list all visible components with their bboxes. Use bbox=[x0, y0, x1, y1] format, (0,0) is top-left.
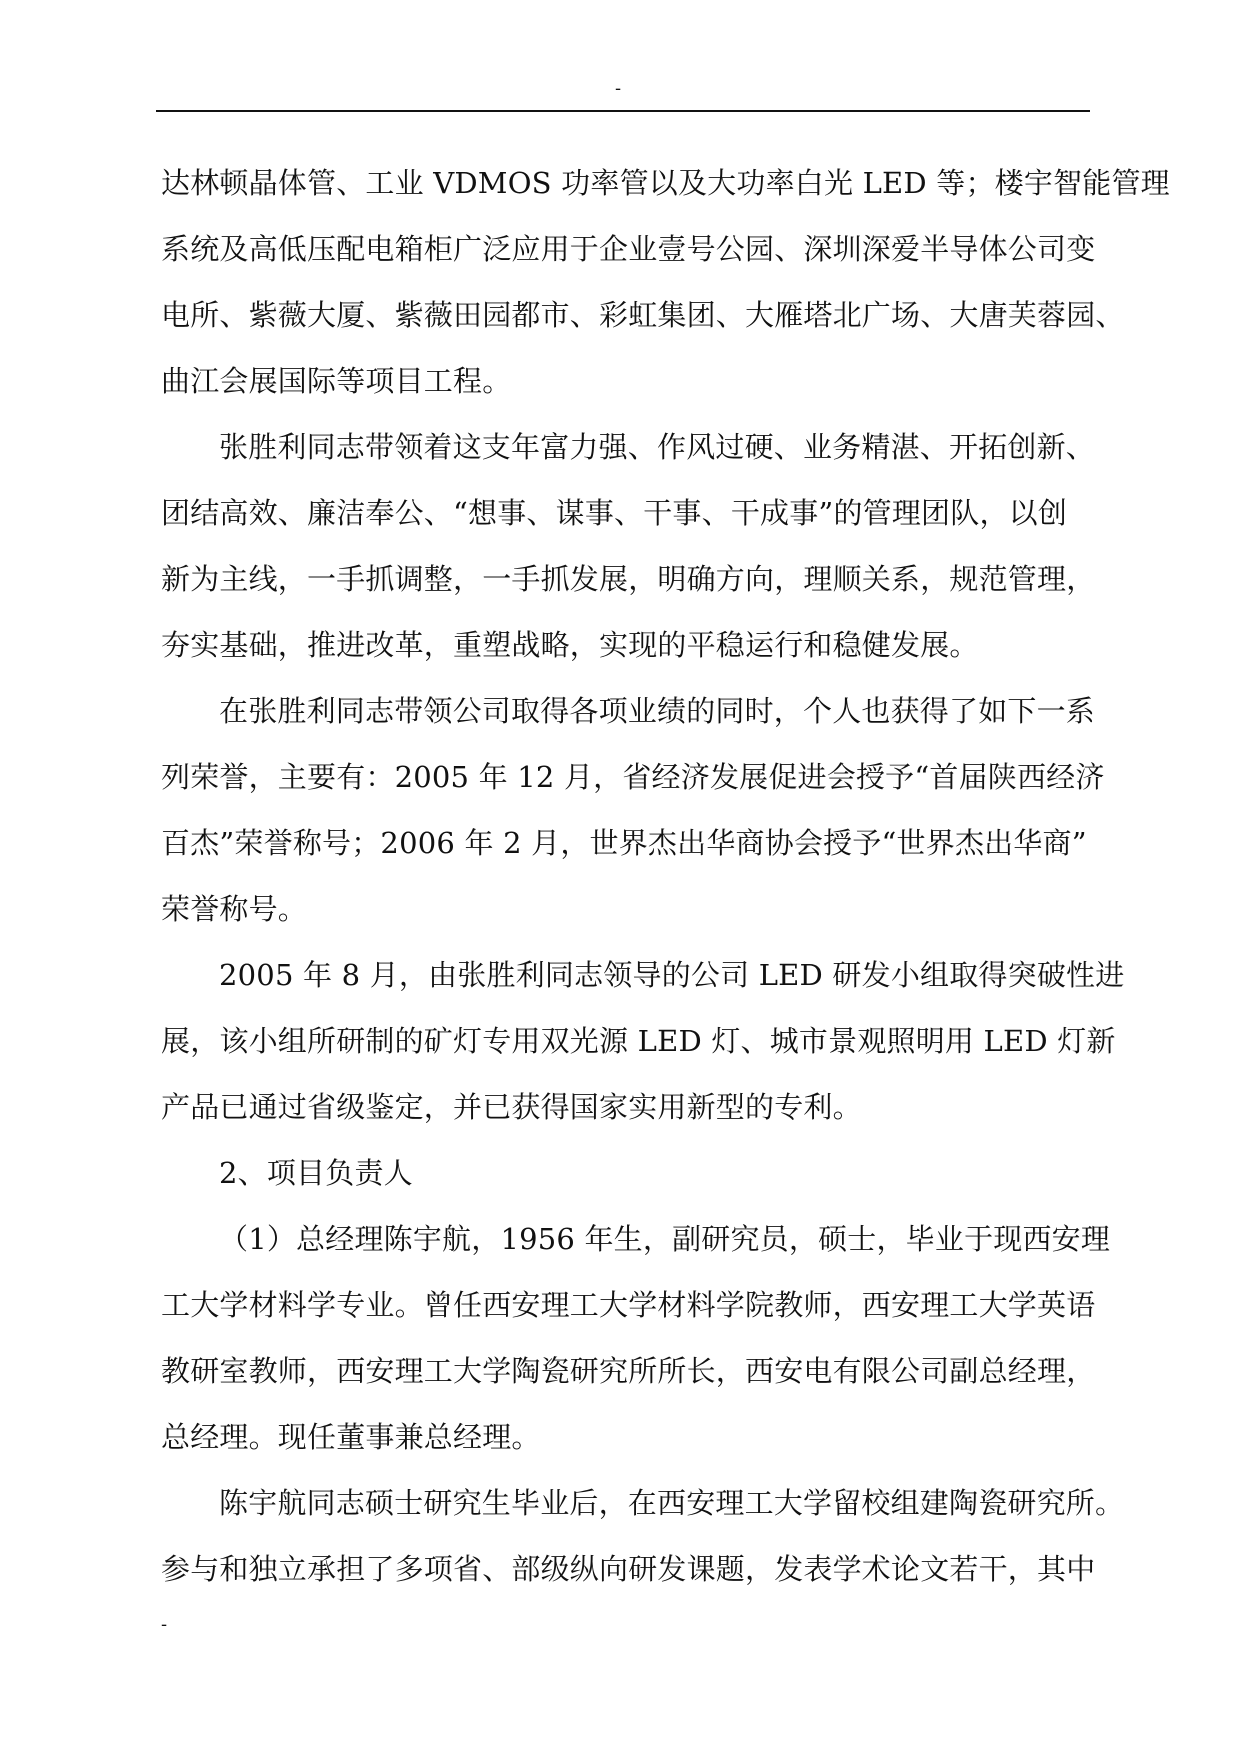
text-line: 2005 年 8 月，由张胜利同志领导的公司 LED 研发小组取得突破性进 bbox=[219, 958, 1125, 992]
text-line: 新为主线，一手抓调整，一手抓发展，明确方向，理顺关系，规范管理， bbox=[161, 562, 1096, 596]
text-line: （1）总经理陈宇航，1956 年生，副研究员，硕士，毕业于现西安理 bbox=[219, 1222, 1111, 1256]
text-line: 曲江会展国际等项目工程。 bbox=[161, 364, 512, 398]
text-line: 团结高效、廉洁奉公、“想事、谋事、干事、干成事”的管理团队，以创 bbox=[161, 496, 1068, 530]
text-line: 百杰”荣誉称号；2006 年 2 月，世界杰出华商协会授予“世界杰出华商” bbox=[161, 826, 1087, 860]
header-mark: - bbox=[615, 78, 622, 99]
text-line: 张胜利同志带领着这支年富力强、作风过硬、业务精湛、开拓创新、 bbox=[219, 430, 1096, 464]
text-line: 电所、紫薇大厦、紫薇田园都市、彩虹集团、大雁塔北广场、大唐芙蓉园、 bbox=[161, 298, 1125, 332]
footer-mark: - bbox=[161, 1614, 168, 1635]
text-line: 工大学材料学专业。曾任西安理工大学材料学院教师，西安理工大学英语 bbox=[161, 1288, 1096, 1322]
text-line: 夯实基础，推进改革，重塑战略，实现的平稳运行和稳健发展。 bbox=[161, 628, 979, 662]
text-line: 产品已通过省级鉴定，并已获得国家实用新型的专利。 bbox=[161, 1090, 862, 1124]
section-heading: 2、项目负责人 bbox=[219, 1156, 413, 1190]
text-line: 总经理。现任董事兼总经理。 bbox=[161, 1420, 541, 1454]
text-line: 荣誉称号。 bbox=[161, 892, 308, 926]
page-content bbox=[161, 150, 1170, 1602]
text-line: 教研室教师，西安理工大学陶瓷研究所所长，西安电有限公司副总经理， bbox=[161, 1354, 1096, 1388]
text-line: 展，该小组所研制的矿灯专用双光源 LED 灯、城市景观照明用 LED 灯新 bbox=[161, 1024, 1116, 1058]
text-line: 达林顿晶体管、工业 VDMOS 功率管以及大功率白光 LED 等；楼宇智能管理 bbox=[161, 166, 1170, 200]
header-rule bbox=[156, 110, 1090, 112]
text-line: 在张胜利同志带领公司取得各项业绩的同时，个人也获得了如下一系 bbox=[219, 694, 1096, 728]
text-line: 参与和独立承担了多项省、部级纵向研发课题，发表学术论文若干，其中 bbox=[161, 1552, 1096, 1586]
text-line: 列荣誉，主要有：2005 年 12 月，省经济发展促进会授予“首届陕西经济 bbox=[161, 760, 1105, 794]
text-line: 陈宇航同志硕士研究生毕业后，在西安理工大学留校组建陶瓷研究所。 bbox=[219, 1486, 1125, 1520]
text-line: 系统及高低压配电箱柜广泛应用于企业壹号公园、深圳深爱半导体公司变 bbox=[161, 232, 1096, 266]
